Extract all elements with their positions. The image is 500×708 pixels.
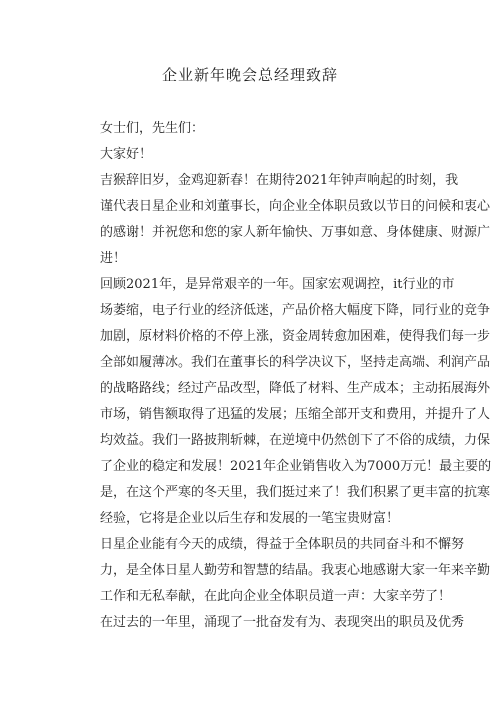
paragraph-2-line-2: 场萎缩，电子行业的经济低迷，产品价格大幅度下降，同行业的竞争 bbox=[100, 303, 491, 318]
paragraph-2-line-3: 加剧，原材料价格的不停上涨，资金周转愈加困难，使得我们每一步 bbox=[100, 329, 491, 344]
paragraph-4-line-1: 在过去的一年里，涌现了一批奋发有为、表现突出的职员及优秀 bbox=[100, 615, 465, 630]
paragraph-1-line-1: 吉猴辞旧岁，金鸡迎新春！在期待2021年钟声响起的时刻，我 bbox=[100, 173, 459, 188]
paragraph-2-line-6: 市场，销售额取得了迅猛的发展；压缩全部开支和费用，并提升了人 bbox=[100, 407, 491, 422]
hello-line: 大家好！ bbox=[100, 147, 153, 162]
paragraph-3-line-1: 日星企业能有今天的成绩，得益于全体职员的共同奋斗和不懈努 bbox=[100, 537, 465, 552]
paragraph-3-line-2: 力，是全体日星人勤劳和智慧的结晶。我衷心地感谢大家一年来辛勤 bbox=[100, 563, 491, 578]
paragraph-2-line-10: 经验，它将是企业以后生存和发展的一笔宝贵财富！ bbox=[100, 511, 400, 526]
paragraph-2-line-7: 均效益。我们一路披荆斩棘，在逆境中仍然创下了不俗的成绩，力保 bbox=[100, 433, 491, 448]
paragraph-1-line-3: 的感谢！并祝您和您的家人新年愉快、万事如意、身体健康、财源广 bbox=[100, 225, 491, 240]
document-body bbox=[100, 116, 492, 636]
paragraph-2-line-1: 回顾2021年，是异常艰辛的一年。国家宏观调控，it行业的市 bbox=[100, 277, 455, 292]
paragraph-3-line-3: 工作和无私奉献，在此向企业全体职员道一声：大家辛劳了！ bbox=[100, 589, 452, 604]
paragraph-2-line-4: 全部如履薄冰。我们在董事长的科学决议下，坚持走高端、利润产品 bbox=[100, 355, 491, 370]
paragraph-2-line-5: 的战略路线；经过产品改型，降低了材料、生产成本；主动拓展海外 bbox=[100, 381, 491, 396]
greeting-line: 女士们，先生们： bbox=[100, 121, 205, 136]
paragraph-1-line-2: 谨代表日星企业和刘董事长，向企业全体职员致以节日的问候和衷心 bbox=[100, 199, 491, 214]
paragraph-2-line-8: 了企业的稳定和发展！2021年企业销售收入为7000万元！最主要的 bbox=[100, 459, 492, 474]
document-title: 企业新年晚会总经理致辞 bbox=[161, 66, 338, 84]
paragraph-2-line-9: 是，在这个严寒的冬天里，我们挺过来了！我们积累了更丰富的抗寒 bbox=[100, 485, 491, 500]
paragraph-1-line-4: 进！ bbox=[100, 251, 127, 266]
